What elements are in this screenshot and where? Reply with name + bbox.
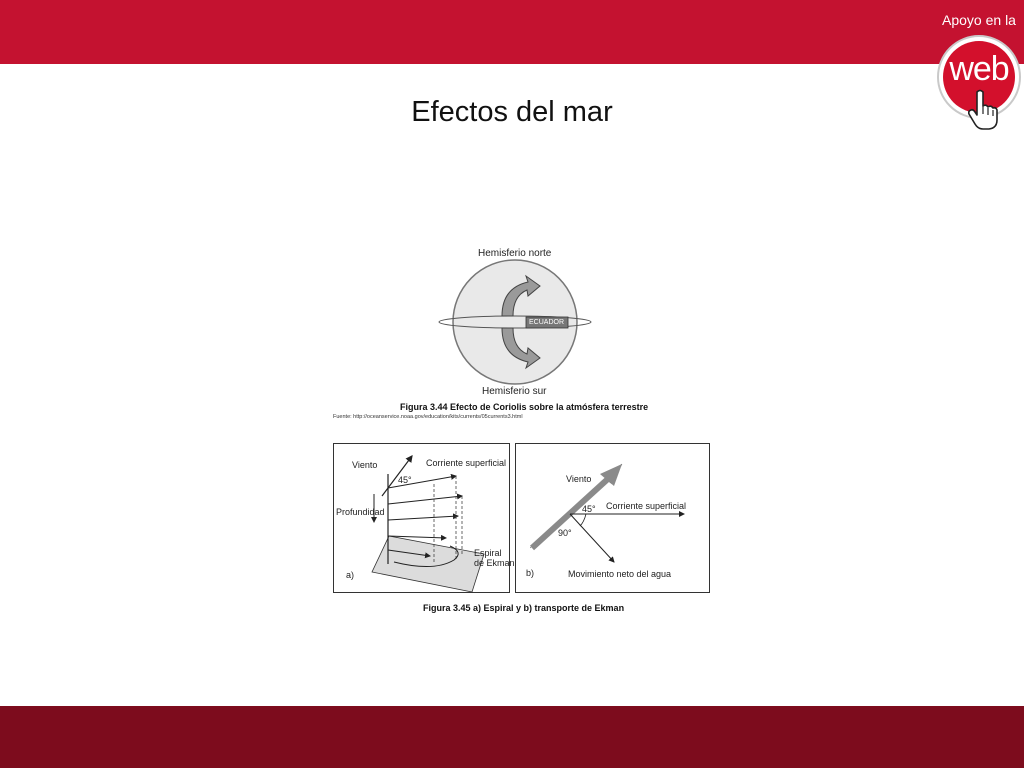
bottom-banner xyxy=(0,706,1024,768)
southern-hemisphere-label: Hemisferio sur xyxy=(482,386,547,397)
badge-caption: Apoyo en la xyxy=(942,12,1016,28)
angle-label-a: 45° xyxy=(398,475,412,485)
panel-letter-a: a) xyxy=(346,570,355,580)
panel-letter-b: b) xyxy=(526,568,535,578)
northern-hemisphere-label: Hemisferio norte xyxy=(478,248,552,259)
spiral-label-line1: Espiral xyxy=(474,548,502,558)
wind-label-a: Viento xyxy=(352,460,378,470)
coriolis-figure xyxy=(330,240,710,425)
ekman-spiral-panel xyxy=(333,443,515,593)
top-banner xyxy=(0,0,1024,64)
net-motion-label: Movimiento neto del agua xyxy=(568,569,672,579)
ekman-transport-panel xyxy=(515,443,710,593)
figure-345-caption: Figura 3.45 a) Espiral y b) transporte de Ekman xyxy=(423,603,625,613)
surface-current-label-a: Corriente superficial xyxy=(426,458,507,468)
surface-current-label-b: Corriente superficial xyxy=(606,501,687,511)
spiral-label-line2: de Ekman xyxy=(474,558,515,568)
slide-title: Efectos del mar xyxy=(411,96,613,128)
wind-label-b: Viento xyxy=(566,474,592,484)
angle90-label-b: 90° xyxy=(558,528,572,538)
figure-344-caption: Figura 3.44 Efecto de Coriolis sobre la atmósfera terrestre xyxy=(400,402,649,412)
depth-label: Profundidad xyxy=(336,507,385,517)
earth-globe-diagram xyxy=(330,240,710,425)
badge-word: web xyxy=(949,50,1009,88)
figure-344-source: Fuente: http://oceanservice.noaa.gov/education/kits/currents/05currents3.html xyxy=(333,414,523,420)
angle45-label-b: 45° xyxy=(582,504,596,514)
equator-label: ECUADOR xyxy=(529,319,565,326)
